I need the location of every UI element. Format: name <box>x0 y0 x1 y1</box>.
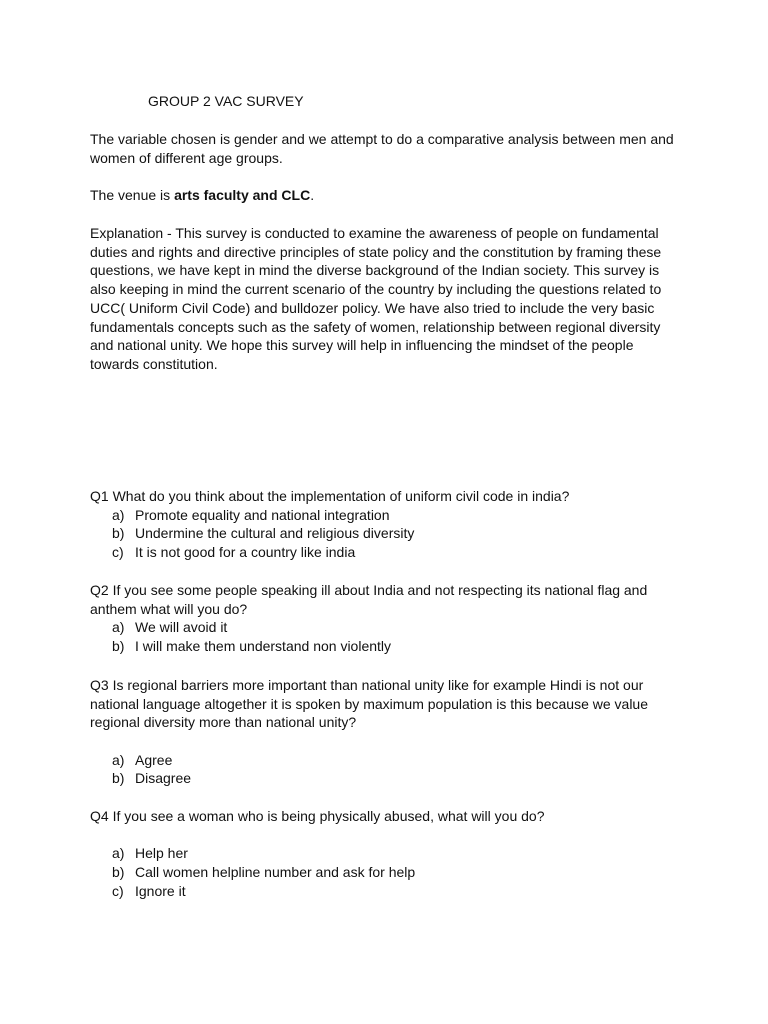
option-letter: a) <box>112 506 125 523</box>
document-title: GROUP 2 VAC SURVEY <box>148 93 304 109</box>
option-text: Ignore it <box>135 882 186 899</box>
question-3-option-b <box>90 769 680 788</box>
question-1-option-b <box>90 524 680 543</box>
question-4-option-c <box>90 882 680 901</box>
question-1 <box>90 487 680 562</box>
option-letter: a) <box>112 751 125 768</box>
question-2-option-a <box>90 618 680 637</box>
question-2-text: Q2 If you see some people speaking ill about India and not respecting its national flag and anthem what will you do? <box>90 582 648 617</box>
question-1-option-c <box>90 543 680 562</box>
option-letter: b) <box>112 638 125 655</box>
question-3-text: Q3 Is regional barriers more important than national unity like for example Hindi is not our national language altogether it is spoken by maximum population is this because we value regional diversity more than national unity? <box>90 677 649 731</box>
question-4 <box>90 807 680 900</box>
option-text: Promote equality and national integration <box>135 506 390 523</box>
question-3 <box>90 676 680 788</box>
question-3-options <box>90 751 680 788</box>
venue-prefix: The venue is <box>90 187 175 203</box>
option-text: Help her <box>135 845 188 862</box>
question-4-text: Q4 If you see a woman who is being physically abused, what will you do? <box>90 808 545 824</box>
question-2 <box>90 581 680 656</box>
option-text: Call women helpline number and ask for help <box>135 864 416 881</box>
option-text: It is not good for a country like india <box>135 544 356 561</box>
variable-paragraph: The variable chosen is gender and we attempt to do a comparative analysis between men and women of different age groups. <box>90 131 674 166</box>
question-2-option-b <box>90 637 680 656</box>
question-4-option-b <box>90 863 680 882</box>
question-4-options <box>90 844 680 900</box>
venue-suffix: . <box>310 187 315 203</box>
option-letter: c) <box>112 882 124 899</box>
question-1-option-a <box>90 506 680 525</box>
venue-paragraph <box>90 186 680 205</box>
venue-name: arts faculty and CLC <box>174 187 311 203</box>
option-text: I will make them understand non violently <box>135 638 392 655</box>
explanation-paragraph: Explanation - This survey is conducted to examine the awareness of people on fundamental duties and rights and directive principles of state policy and the constitution by framing these questions, we have kept in mind the diverse background of the Indian society. This survey is also keeping in mind the current scenario of the country by including the questions related to UCC( Uniform Civil Code) and bulldozer policy. We have also tried to include the very basic fundamentals concepts such as the safety of women, relationship between regional diversity and national unity. We hope this survey will help in influencing the mindset of the people towards constitution. <box>90 225 662 372</box>
question-4-option-a <box>90 844 680 863</box>
question-3-option-a <box>90 751 680 770</box>
option-letter: b) <box>112 525 125 542</box>
question-1-text: Q1 What do you think about the implementation of uniform civil code in india? <box>90 488 570 504</box>
option-text: We will avoid it <box>135 619 228 636</box>
option-text: Undermine the cultural and religious diversity <box>135 525 415 542</box>
option-letter: c) <box>112 544 124 561</box>
option-letter: b) <box>112 864 125 881</box>
question-1-options <box>90 506 680 562</box>
spacer <box>90 732 680 751</box>
option-text: Agree <box>135 751 173 768</box>
option-letter: b) <box>112 770 125 787</box>
option-text: Disagree <box>135 770 192 787</box>
spacer <box>90 826 680 845</box>
question-2-options <box>90 618 680 655</box>
option-letter: a) <box>112 619 125 636</box>
option-letter: a) <box>112 845 125 862</box>
